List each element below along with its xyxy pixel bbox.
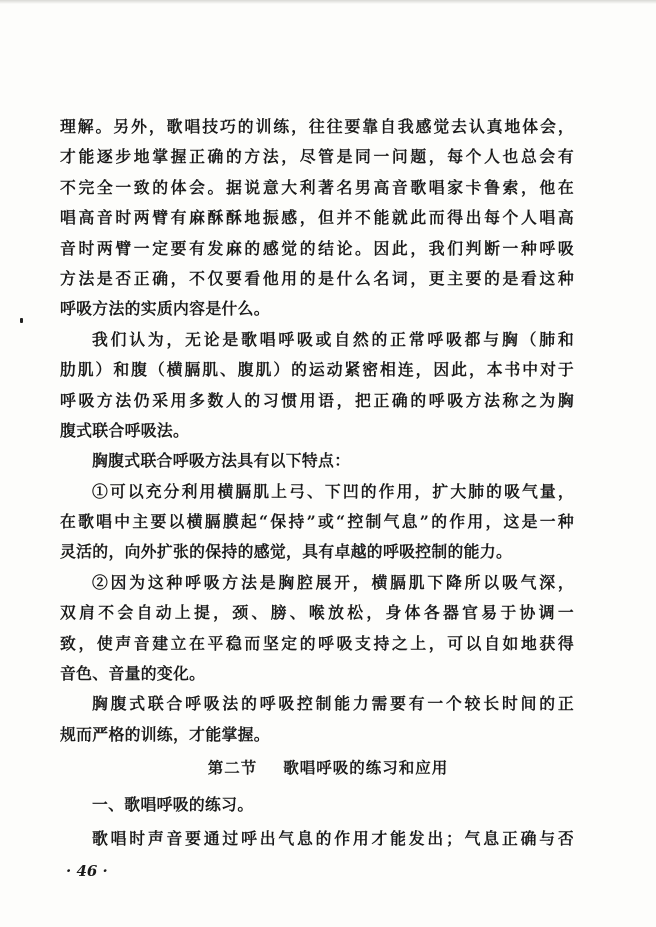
text-line: 双肩不会自动上提，颈、膀、喉放松，身体各器官易于协调一 xyxy=(60,603,574,623)
text-line: 致，使声音建立在平稳而坚定的呼吸支持之上，可以自如地获得 xyxy=(60,633,574,653)
text-line: 不完全一致的体会。据说意大利著名男高音歌唱家卡鲁索，他在 xyxy=(60,177,574,197)
body-text xyxy=(60,112,574,750)
text-line: 规而严格的训练，才能掌握。 xyxy=(60,724,270,744)
scan-speck xyxy=(20,318,23,323)
text-line: 腹式联合呼吸法。 xyxy=(60,420,190,440)
text-line: 呼吸方法的实质内容是什么。 xyxy=(60,299,270,319)
section-title: 歌唱呼吸的练习和应用 xyxy=(283,759,449,777)
text-line: 在歌唱中主要以横膈膜起“保持”或“控制气息”的作用，这是一种 xyxy=(60,512,574,532)
text-line: 理解。另外，歌唱技巧的训练，往往要靠自我感觉去认真地体会， xyxy=(60,117,574,136)
text-line: 胸腹式联合呼吸方法具有以下特点： xyxy=(92,451,351,471)
text-line: 肋肌）和腹（横膈肌、腹肌）的运动紧密相连，因此，本书中对于 xyxy=(60,360,574,380)
text-line: 灵活的，向外扩张的保持的感觉，具有卓越的呼吸控制的能力。 xyxy=(60,542,513,562)
text-line: ①可以充分利用横膈肌上弓、下凹的作用，扩大肺的吸气量， xyxy=(92,481,574,501)
text-line: 才能逐步地掌握正确的方法，尽管是同一问题，每个人也总会有 xyxy=(60,147,574,167)
text-line: 歌唱时声音要通过呼出气息的作用才能发出；气息正确与否 xyxy=(92,829,574,848)
text-line: 唱高音时两臂有麻酥酥地振感，但并不能就此而得出每个人唱高 xyxy=(60,208,574,228)
text-line: 方法是否正确，不仅要看他用的是什么名词，更主要的是看这种 xyxy=(60,268,574,288)
text-line: 我们认为，无论是歌唱呼吸或自然的正常呼吸都与胸（肺和 xyxy=(92,329,574,349)
text-line: 音色、音量的变化。 xyxy=(60,664,206,684)
section-heading xyxy=(0,753,656,783)
text-line: 胸腹式联合呼吸法的呼吸控制能力需要有一个较长时间的正 xyxy=(92,694,574,714)
scan-edge xyxy=(0,0,656,4)
text-line: 呼吸方法仍采用多数人的习惯用语，把正确的呼吸方法称之为胸 xyxy=(60,390,574,410)
page-number: · 46 · xyxy=(66,862,108,880)
text-line: 音时两臂一定要有发麻的感觉的结论。因此，我们判断一种呼吸 xyxy=(60,238,574,258)
text-line: ②因为这种呼吸方法是胸腔展开，横膈肌下降所以吸气深， xyxy=(92,572,574,592)
subsection-heading: 一、歌唱呼吸的练习。 xyxy=(92,795,254,814)
section-number: 第二节 xyxy=(207,759,258,777)
